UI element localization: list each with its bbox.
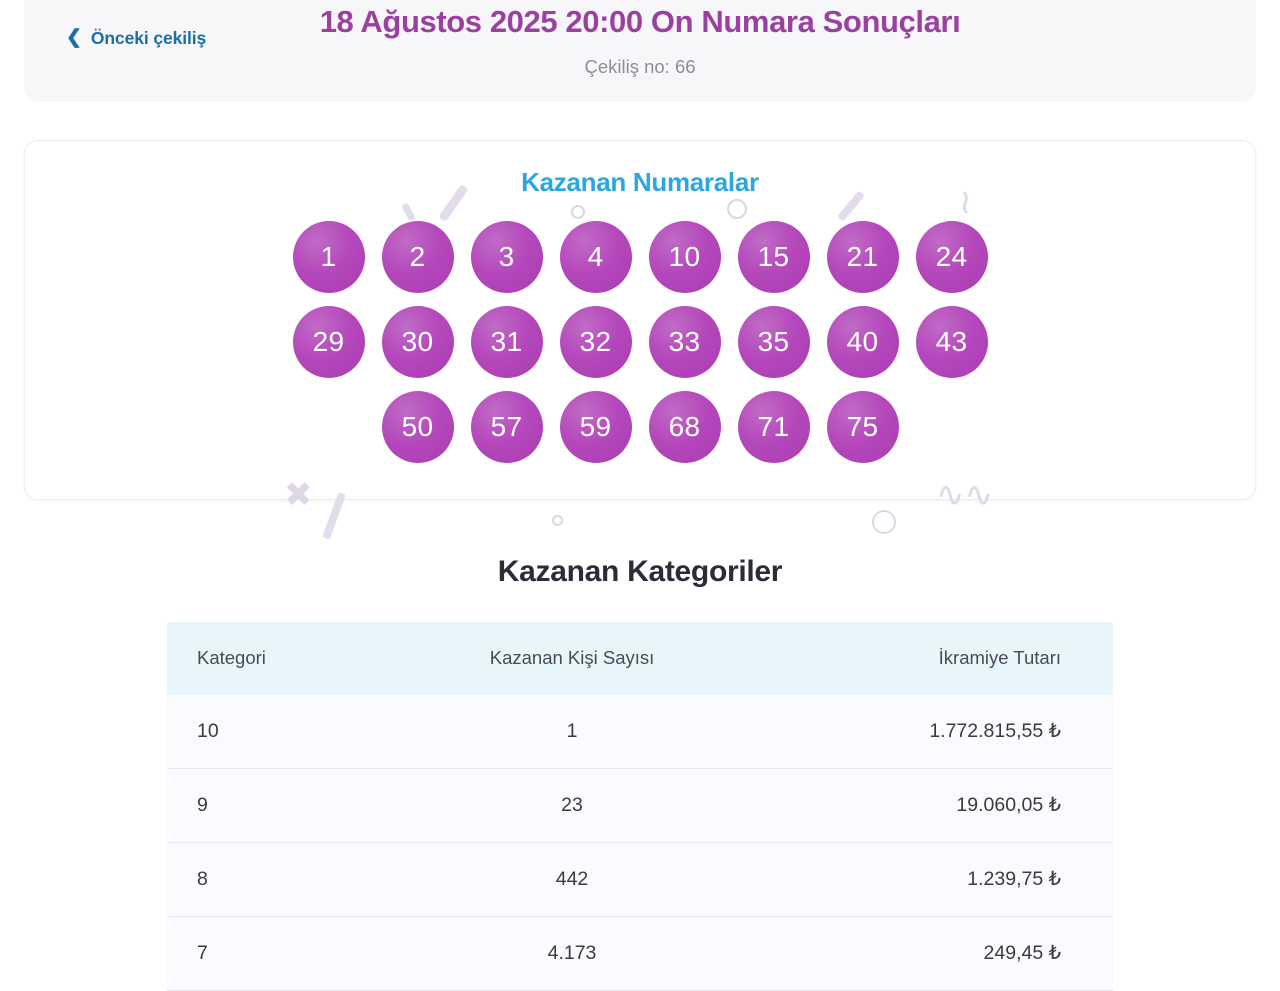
number-ball: 68 [649, 391, 721, 463]
number-ball: 4 [560, 221, 632, 293]
cell-category: 10 [167, 695, 362, 769]
cell-winners: 4.173 [362, 917, 782, 991]
page-title: 18 Ağustos 2025 20:00 On Numara Sonuçları [319, 4, 961, 39]
number-ball: 35 [738, 306, 810, 378]
table-row [167, 843, 1113, 917]
cell-prize: 249,45 ₺ [782, 917, 1113, 991]
cell-category: 9 [167, 769, 362, 843]
column-header-prize: İkramiye Tutarı [782, 622, 1113, 695]
cell-prize: 1.239,75 ₺ [782, 843, 1113, 917]
number-ball: 43 [916, 306, 988, 378]
confetti-ring-icon [552, 515, 563, 526]
confetti-ring-icon [727, 199, 747, 219]
number-ball: 32 [560, 306, 632, 378]
draw-number: Çekiliş no: 66 [584, 56, 696, 77]
chevron-left-icon: ❮ [66, 27, 82, 48]
number-ball: 71 [738, 391, 810, 463]
cell-prize: 1.772.815,55 ₺ [782, 695, 1113, 769]
winning-numbers-card [24, 140, 1256, 500]
confetti-ring-icon [571, 205, 585, 219]
categories-title: Kazanan Kategoriler [497, 555, 783, 588]
table-row [167, 695, 1113, 769]
cell-winners: 1 [362, 695, 782, 769]
winning-categories-table [167, 622, 1113, 991]
number-ball: 57 [471, 391, 543, 463]
confetti-x-icon: ✖ [284, 476, 313, 514]
cell-prize: 19.060,05 ₺ [782, 769, 1113, 843]
column-header-winners: Kazanan Kişi Sayısı [362, 622, 782, 695]
number-ball: 31 [471, 306, 543, 378]
winning-numbers-row [25, 306, 1255, 378]
number-ball: 75 [827, 391, 899, 463]
table-row [167, 917, 1113, 991]
cell-category: 7 [167, 917, 362, 991]
cell-winners: 442 [362, 843, 782, 917]
number-ball: 29 [293, 306, 365, 378]
number-ball: 10 [649, 221, 721, 293]
table-header-row [167, 622, 1113, 695]
winning-numbers-row [25, 221, 1255, 293]
previous-draw-label: Önceki çekiliş [90, 28, 207, 48]
number-ball: 1 [293, 221, 365, 293]
number-ball: 40 [827, 306, 899, 378]
confetti-zigzag-icon: ∿∿ [936, 476, 993, 514]
confetti-arc-icon: ≀ [959, 183, 972, 221]
number-ball: 33 [649, 306, 721, 378]
number-ball: 30 [382, 306, 454, 378]
confetti-bar-icon [401, 202, 416, 221]
winning-numbers-grid [25, 221, 1255, 476]
results-header-panel [24, 0, 1256, 102]
number-ball: 2 [382, 221, 454, 293]
winning-numbers-row [25, 391, 1255, 463]
number-ball: 59 [560, 391, 632, 463]
cell-category: 8 [167, 843, 362, 917]
number-ball: 15 [738, 221, 810, 293]
column-header-category: Kategori [167, 622, 362, 695]
winning-numbers-title: Kazanan Numaralar [521, 167, 759, 197]
number-ball: 3 [471, 221, 543, 293]
cell-winners: 23 [362, 769, 782, 843]
table-row [167, 769, 1113, 843]
number-ball: 50 [382, 391, 454, 463]
number-ball: 21 [827, 221, 899, 293]
confetti-ring-icon [872, 510, 896, 534]
number-ball: 24 [916, 221, 988, 293]
